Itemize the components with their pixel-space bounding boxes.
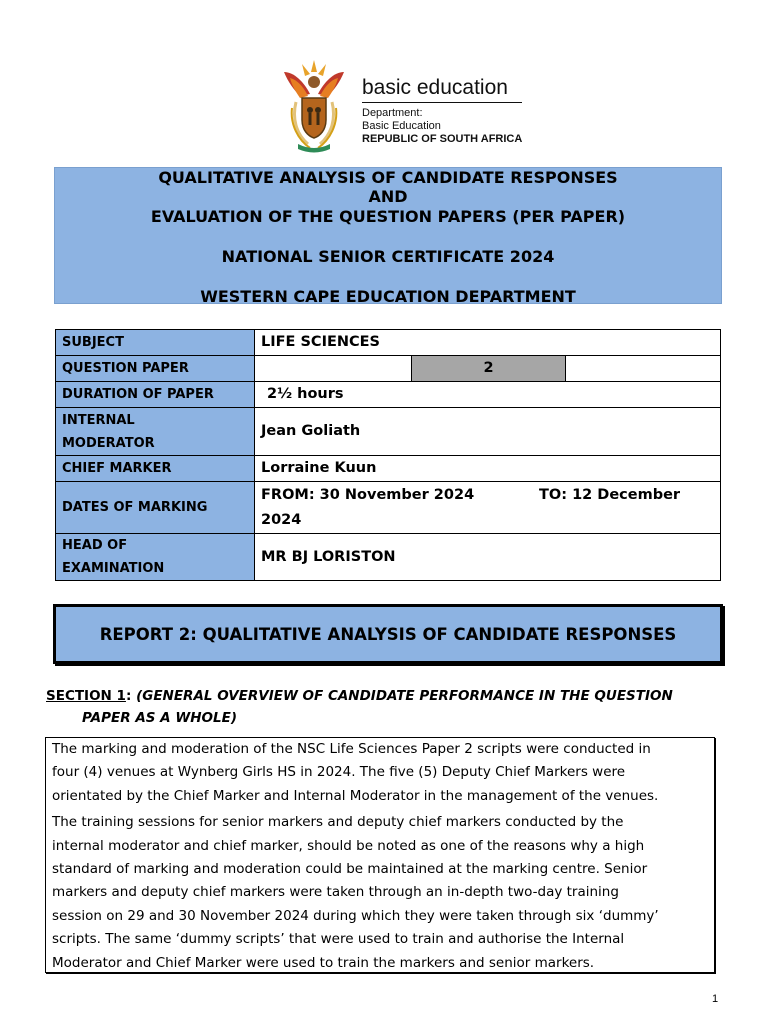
header-certificate: NATIONAL SENIOR CERTIFICATE 2024 [221,247,555,266]
section-description-line-2: PAPER AS A WHOLE) [82,710,237,726]
department-logo [280,58,530,156]
section-description-line-1: (GENERAL OVERVIEW OF CANDIDATE PERFORMANCE IN THE QUESTION [136,688,673,704]
overview-text-box [45,737,715,973]
moderator-label-line-1: INTERNAL [62,412,135,428]
subject-value: LIFE SCIENCES [255,330,721,356]
duration-row [56,382,721,408]
section-heading [46,685,726,729]
report-title: REPORT 2: QUALITATIVE ANALYSIS OF CANDIDATE RESPONSES [99,624,677,644]
dates-from: FROM: 30 November 2024 [261,486,475,503]
duration-label: DURATION OF PAPER [56,382,255,408]
overview-paragraph-1 [52,738,708,808]
subject-row [56,330,721,356]
question-paper-blank-left [255,356,411,381]
paragraph-line: orientated by the Chief Marker and Internal Moderator in the management of the venues. [52,787,659,804]
chief-marker-row [56,456,721,482]
section-colon: : [125,688,137,704]
paragraph-line: The marking and moderation of the NSC Life Sciences Paper 2 scripts were conducted in [52,741,651,757]
paragraph-line: scripts. The same ‘dummy scripts’ that were used to train and authorise the Internal [52,931,625,948]
coat-of-arms-icon [280,58,348,154]
paragraph-line: four (4) venues at Wynberg Girls HS in 2024. The five (5) Deputy Chief Markers were [52,764,626,781]
page-number: 1 [712,993,719,1005]
duration-value: 2½ hours [255,382,721,408]
moderator-label-line-2: MODERATOR [62,435,155,451]
question-paper-label: QUESTION PAPER [56,356,255,382]
chief-marker-label: CHIEF MARKER [56,456,255,482]
moderator-value: Jean Goliath [255,408,721,456]
question-paper-cell [255,356,721,382]
header-line-3: EVALUATION OF THE QUESTION PAPERS (PER PAPER) [150,207,626,226]
paragraph-line: standard of marking and moderation could be maintained at the marking centre. Senior [52,861,648,878]
logo-title: basic education [362,76,508,99]
chief-marker-value: Lorraine Kuun [255,456,721,482]
dates-row [56,482,721,534]
overview-paragraph-2 [52,811,708,975]
report-heading-box [53,604,723,664]
section-label: SECTION 1 [46,688,126,704]
paragraph-line: Moderator and Chief Marker were used to train the markers and senior markers. [52,954,595,971]
head-of-exam-value: MR BJ LORISTON [255,534,721,581]
question-paper-blank-right [566,356,720,381]
document-header [54,167,722,304]
paragraph-line: markers and deputy chief markers were taken through an in-depth two-day training [52,884,619,901]
moderator-row [56,408,721,456]
head-of-exam-row [56,534,721,581]
paragraph-line: The training sessions for senior markers and deputy chief markers conducted by the [52,814,624,831]
header-department: WESTERN CAPE EDUCATION DEPARTMENT [200,287,576,306]
header-line-2: AND [368,187,408,206]
head-of-exam-label-line-2: EXAMINATION [62,561,165,576]
dates-label: DATES OF MARKING [56,482,255,534]
logo-divider [362,102,522,103]
head-of-exam-label-line-1: HEAD OF [62,538,128,553]
paragraph-line: internal moderator and chief marker, should be noted as one of the reasons why a high [52,837,645,854]
logo-department-label: Department: [362,107,423,119]
subject-label: SUBJECT [56,330,255,356]
dates-to: TO: 12 December [539,486,681,503]
header-line-1: QUALITATIVE ANALYSIS OF CANDIDATE RESPONSES [158,168,618,187]
head-of-exam-label [56,534,255,581]
dates-line-1 [261,483,714,508]
moderator-label [56,408,255,456]
dates-to-year: 2024 [261,511,302,528]
logo-department-name: Basic Education [362,120,441,132]
dates-value [255,482,721,534]
question-paper-number: 2 [411,356,566,381]
logo-country: REPUBLIC OF SOUTH AFRICA [362,133,523,145]
question-paper-row [56,356,721,382]
paragraph-line: session on 29 and 30 November 2024 during which they were taken through six ‘dummy’ [52,907,659,924]
paper-info-table [55,329,721,581]
